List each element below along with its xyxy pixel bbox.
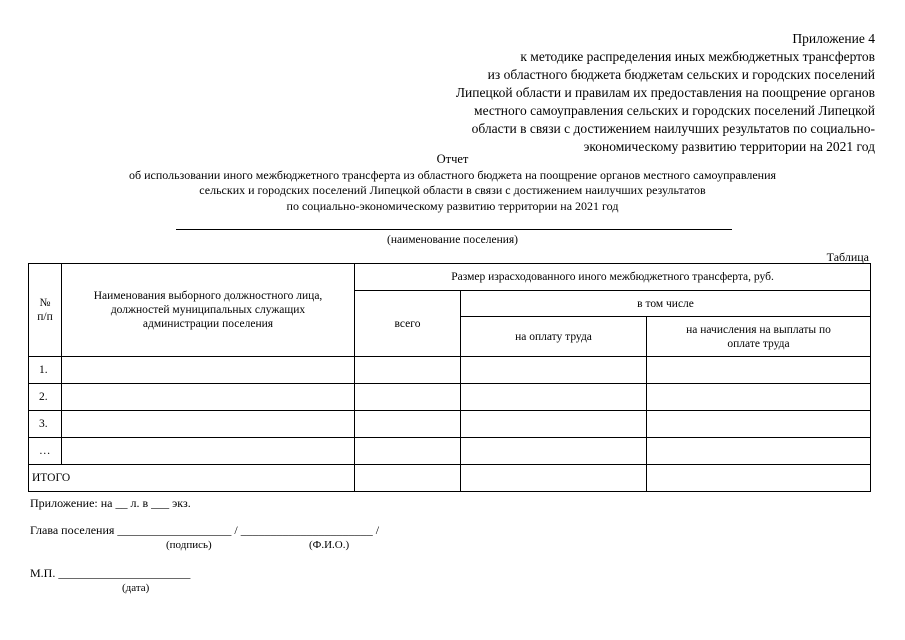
table-cell[interactable] bbox=[355, 438, 461, 465]
header-total: всего bbox=[355, 291, 461, 357]
table-label: Таблица bbox=[826, 250, 869, 264]
report-title: Отчет bbox=[436, 152, 469, 166]
appendix-line: местного самоуправления сельских и городских поселений Липецкой bbox=[474, 103, 875, 118]
signature-caption: (подпись) bbox=[166, 539, 212, 551]
table-cell[interactable] bbox=[461, 384, 647, 411]
appendix-line: Липецкой области и правилам их предоставления на поощрение органов bbox=[455, 85, 875, 100]
header-salary: на оплату труда bbox=[461, 317, 647, 357]
report-subtitle-line: сельских и городских поселений Липецкой области в связи с достижением наилучших результатов bbox=[199, 183, 706, 197]
row-number: 3. bbox=[29, 411, 62, 438]
table-cell[interactable] bbox=[355, 384, 461, 411]
table-cell[interactable] bbox=[461, 411, 647, 438]
total-label: ИТОГО bbox=[29, 465, 355, 492]
header-num: № п/п bbox=[29, 264, 62, 357]
table-cell[interactable] bbox=[355, 357, 461, 384]
appendix-line: к методике распределения иных межбюджетных трансфертов bbox=[520, 49, 875, 64]
appendix-line: из областного бюджета бюджетам сельских и городских поселений bbox=[487, 67, 875, 82]
table-cell[interactable] bbox=[647, 384, 871, 411]
table-cell[interactable] bbox=[62, 438, 355, 465]
appendix-line: экономическому развитию территории на 2021 год bbox=[583, 139, 875, 154]
table-cell[interactable] bbox=[62, 384, 355, 411]
header-accruals: на начисления на выплаты по оплате труда bbox=[647, 317, 871, 357]
settlement-name-line[interactable] bbox=[176, 229, 732, 230]
row-number: … bbox=[29, 438, 62, 465]
attachment-line: Приложение: на __ л. в ___ экз. bbox=[30, 496, 191, 510]
table-cell[interactable] bbox=[647, 357, 871, 384]
table-cell[interactable] bbox=[461, 357, 647, 384]
report-title-block bbox=[0, 152, 905, 214]
report-table bbox=[28, 263, 871, 492]
date-caption: (дата) bbox=[122, 582, 150, 594]
header-including: в том числе bbox=[461, 291, 871, 317]
total-cell[interactable] bbox=[355, 465, 461, 492]
table-cell[interactable] bbox=[62, 411, 355, 438]
report-subtitle-line: по социально-экономическому развитию территории на 2021 год bbox=[286, 198, 619, 213]
total-cell[interactable] bbox=[461, 465, 647, 492]
report-subtitle-line: об использовании иного межбюджетного трансферта из областного бюджета на поощрение органов местного самоуправления bbox=[128, 167, 777, 182]
appendix-line: области в связи с достижением наилучших результатов по социально- bbox=[471, 121, 875, 136]
total-cell[interactable] bbox=[647, 465, 871, 492]
fio-caption: (Ф.И.О.) bbox=[309, 539, 350, 551]
table-cell[interactable] bbox=[647, 438, 871, 465]
appendix-line: Приложение 4 bbox=[792, 31, 875, 46]
seal-date-line: М.П. ______________________ bbox=[30, 566, 191, 580]
table-cell[interactable] bbox=[647, 411, 871, 438]
settlement-name-caption: (наименование поселения) bbox=[386, 234, 518, 246]
header-amount: Размер израсходованного иного межбюджетного трансферта, руб. bbox=[355, 264, 871, 291]
row-number: 1. bbox=[29, 357, 62, 384]
table-cell[interactable] bbox=[62, 357, 355, 384]
header-name: Наименования выборного должностного лица, должностей муниципальных служащих администрации поселения bbox=[62, 264, 355, 357]
table-cell[interactable] bbox=[461, 438, 647, 465]
head-signature-line: Глава поселения ___________________ / ______________________ / bbox=[30, 523, 380, 537]
row-number: 2. bbox=[29, 384, 62, 411]
table-cell[interactable] bbox=[355, 411, 461, 438]
appendix-header bbox=[456, 30, 875, 156]
